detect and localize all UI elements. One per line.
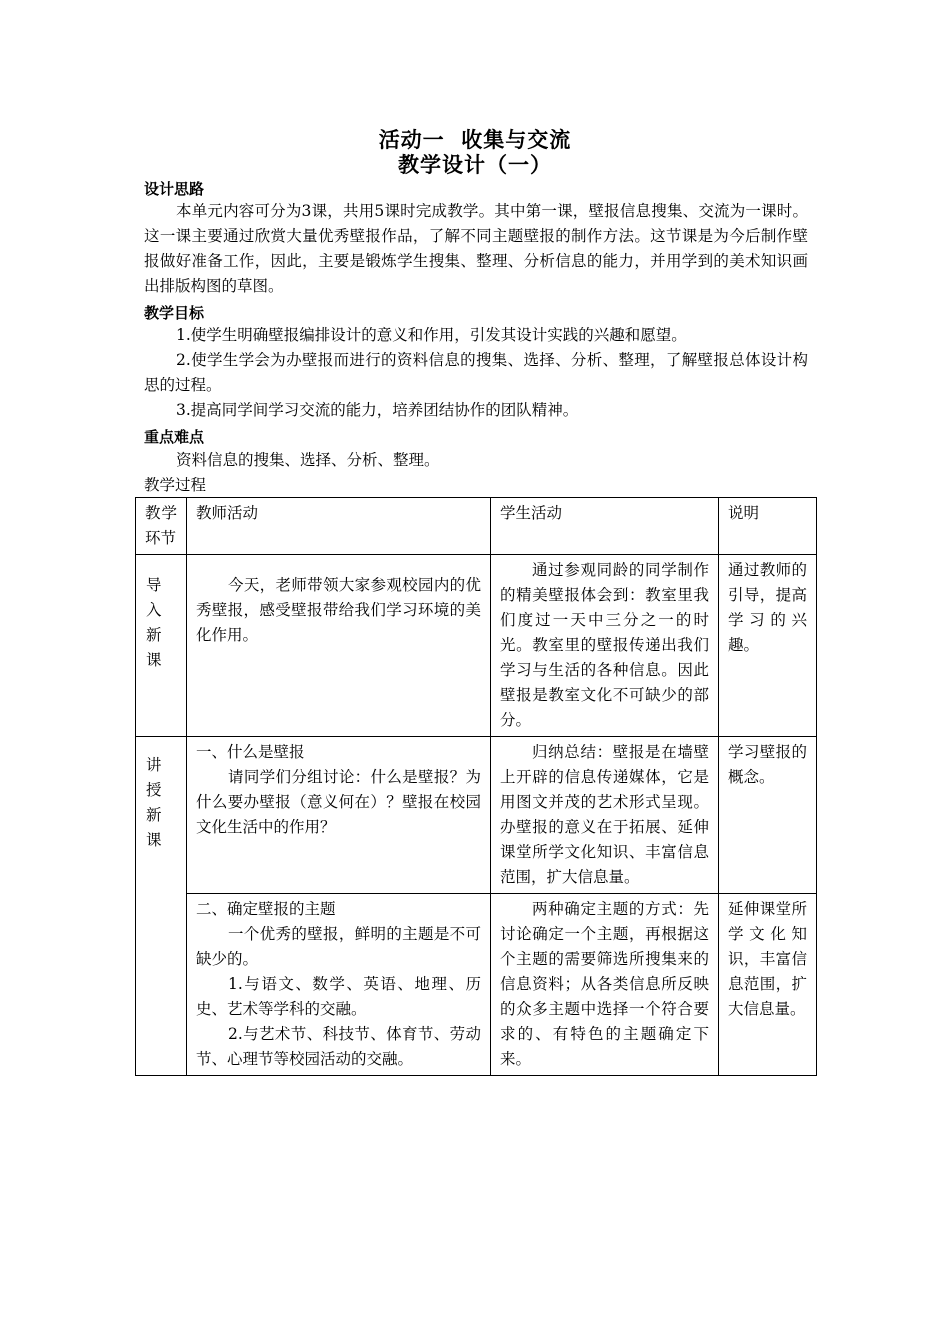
- teacher-cell: 二、确定壁报的主题 一个优秀的壁报，鲜明的主题是不可缺少的。 1.与语文、数学、英语、地理、历史、艺术等学科的交融。 2.与艺术节、科技节、体育节、劳动节、心理节等校园活动的交融。: [187, 894, 491, 1076]
- student-cell: 归纳总结：壁报是在墙壁上开辟的信息传递媒体，它是用图文并茂的艺术形式呈现。办壁报的意义在于拓展、延伸课堂所学文化知识、丰富信息范围，扩大信息量。: [491, 737, 719, 894]
- design-heading: 设计思路: [144, 180, 205, 198]
- process-label: 教学过程: [144, 476, 207, 494]
- teacher-cell: 一、什么是壁报 请同学们分组讨论：什么是壁报？为什么要办壁报（意义何在）？壁报在校园文化生活中的作用？: [187, 737, 491, 894]
- student-cell: 通过参观同龄的同学制作的精美壁报体会到：教室里我们度过一天中三分之一的时光。教室里的壁报传递出我们学习与生活的各种信息。因此壁报是教室文化不可缺少的部分。: [491, 555, 719, 737]
- table-row: [136, 737, 817, 894]
- key-heading: 重点难点: [144, 428, 205, 446]
- goal-item-1: 1.使学生明确壁报编排设计的意义和作用，引发其设计实践的兴趣和愿望。: [176, 326, 687, 344]
- goal-item-3: 3.提高同学间学习交流的能力，培养团结协作的团队精神。: [176, 401, 579, 419]
- header-stage: 教学环节: [136, 498, 187, 555]
- table-header-row: [136, 498, 817, 555]
- page-title: 活动一 收集与交流: [378, 128, 572, 152]
- header-note: 说明: [719, 498, 817, 555]
- stage-cell: 导 入 新 课: [136, 555, 187, 737]
- page-subtitle: 教学设计（一）: [398, 153, 552, 177]
- note-cell: 学习壁报的概念。: [719, 737, 817, 894]
- goals-heading: 教学目标: [144, 304, 205, 322]
- teaching-process-table: [135, 497, 817, 1076]
- key-text: 资料信息的搜集、选择、分析、整理。: [176, 451, 440, 469]
- note-cell: 通过教师的引导，提高学习的兴趣。: [719, 555, 817, 737]
- note-cell: 延伸课堂所学文化知识，丰富信息范围，扩大信息量。: [719, 894, 817, 1076]
- teacher-cell: 今天，老师带领大家参观校园内的优秀壁报，感受壁报带给我们学习环境的美化作用。: [187, 555, 491, 737]
- design-text: 本单元内容可分为3课，共用5课时完成教学。其中第一课，壁报信息搜集、交流为一课时。这一课主要通过欣赏大量优秀壁报作品，了解不同主题壁报的制作方法。这节课是为今后制作壁报做好准备工作，因此，主要是锻炼学生搜集、整理、分析信息的能力，并用学到的美术知识画出排版构图的草图。: [144, 202, 808, 295]
- table-row: [136, 555, 817, 737]
- student-cell: 两种确定主题的方式：先讨论确定一个主题，再根据这个主题的需要筛选所搜集来的信息资料；从各类信息所反映的众多主题中选择一个符合要求的、有特色的主题确定下来。: [491, 894, 719, 1076]
- header-student: 学生活动: [491, 498, 719, 555]
- table-row: [136, 894, 817, 1076]
- stage-cell: 讲 授 新 课: [136, 737, 187, 1076]
- header-teacher: 教师活动: [187, 498, 491, 555]
- goal-item-2: 2.使学生学会为办壁报而进行的资料信息的搜集、选择、分析、整理，了解壁报总体设计构思的过程。: [144, 351, 808, 394]
